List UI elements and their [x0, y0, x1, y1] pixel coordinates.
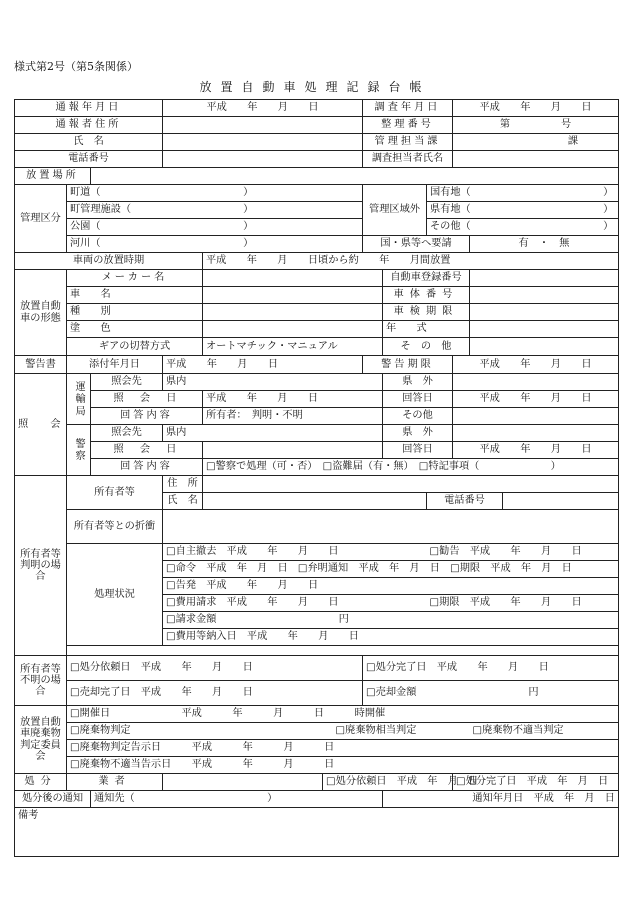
warning-label: 警告書 — [15, 356, 67, 374]
notice-to-field[interactable]: 通知先（ ） — [91, 791, 383, 808]
status-voluntary-removal[interactable]: □自主撤去 平成 年 月 日 — [163, 544, 427, 561]
contractor-label: 業者 — [67, 774, 163, 791]
maker-field[interactable] — [203, 270, 383, 287]
inquiry-label: 照 会 — [15, 374, 67, 476]
owner-address-label: 住 所 — [163, 476, 203, 493]
inspection-label: 車検期限 — [383, 304, 470, 321]
disposal-label: 処分 — [15, 774, 67, 791]
attach-date-value[interactable]: 平成 年 月 日 — [163, 356, 363, 374]
owner-address-field[interactable] — [203, 476, 619, 493]
mgmt-area-label: 管理区分 — [15, 185, 67, 253]
chassis-field[interactable] — [470, 287, 619, 304]
transport-reply-date-label: 回答日 — [383, 391, 453, 408]
status-cost-claim[interactable]: □費用請求 平成 年 月 日 — [163, 595, 427, 612]
transport-in-pref[interactable]: 県内 — [163, 374, 383, 391]
paint-label: 塗 色 — [67, 321, 203, 338]
surveyor-field[interactable] — [453, 151, 619, 168]
transport-inquiry-to-label: 照会先 — [91, 374, 163, 391]
status-recommendation[interactable]: □勧告 平成 年 月 日 — [427, 544, 619, 561]
river-field[interactable]: 河川（ ） — [67, 236, 363, 253]
mgmt-section-label: 管理担当課 — [363, 134, 453, 151]
type-field[interactable] — [203, 304, 383, 321]
unknown-sale-done[interactable]: □売却完了日 平成 年 月 日 — [67, 681, 363, 706]
transport-bureau-label: 運輸局 — [67, 374, 91, 425]
committee-inappropriate-notice-date[interactable]: □廃棄物不適当告示日 平成 年 月 日 — [67, 757, 619, 774]
owner-name-label: 氏 名 — [163, 493, 203, 510]
reporter-address-field[interactable] — [163, 117, 363, 134]
reg-number-label: 整理番号 — [363, 117, 453, 134]
police-reply-date-label: 回答日 — [383, 442, 453, 459]
maker-label: メーカー名 — [67, 270, 203, 287]
reporter-phone-label: 電話番号 — [15, 151, 163, 168]
car-name-label: 車 名 — [67, 287, 203, 304]
status-claim-amount[interactable]: □請求金額 円 — [163, 612, 619, 629]
contractor-field[interactable] — [163, 774, 323, 791]
request-value[interactable]: 有 ・ 無 — [470, 236, 619, 253]
transport-other-label: その他 — [383, 408, 453, 425]
other-label: そ の 他 — [383, 338, 470, 356]
notice-date-field[interactable]: 通知年月日 平成 年 月 日 — [383, 791, 619, 808]
town-road-field[interactable]: 町道（ ） — [67, 185, 363, 202]
other-field[interactable] — [470, 338, 619, 356]
disposal-done-date[interactable]: □処分完了日 平成 年 月 日 — [453, 774, 619, 791]
abandon-period-label: 車両の放置時期 — [15, 253, 203, 270]
survey-date-label: 調査年月日 — [363, 100, 453, 117]
notice-label: 処分後の通知 — [15, 791, 91, 808]
outside-area-label: 管理区域外 — [363, 185, 427, 236]
form-title: 放置自動車処理記録台帳 — [199, 80, 431, 94]
abandon-period-value[interactable]: 平成 年 月 日頃から約 年 月間放置 — [203, 253, 619, 270]
mgmt-section-value[interactable]: 課 — [453, 134, 619, 151]
gear-value[interactable]: オートマチック・マニュアル — [203, 338, 383, 356]
status-accusation[interactable]: □告発 平成 年 月 日 — [163, 578, 619, 595]
committee-waste-judgment[interactable]: □廃棄物判定 — [67, 723, 333, 740]
paint-field[interactable] — [203, 321, 383, 338]
committee-waste-inappropriate[interactable]: □廃棄物不適当判定 — [470, 723, 619, 740]
transport-inquiry-date-label: 照 会 日 — [91, 391, 203, 408]
owner-unknown-label: 所有者等不明の場合 — [15, 656, 67, 706]
committee-waste-notice-date[interactable]: □廃棄物判定告示日 平成 年 月 日 — [67, 740, 619, 757]
survey-date-value[interactable]: 平成 年 月 日 — [453, 100, 619, 117]
owner-phone-label: 電話番号 — [427, 493, 503, 510]
location-field[interactable] — [91, 168, 619, 185]
other-land-field[interactable]: その他（ ） — [427, 219, 619, 236]
prefectural-land-field[interactable]: 県有地（ ） — [427, 202, 619, 219]
police-in-pref[interactable]: 県内 — [163, 425, 383, 442]
status-payment-date[interactable]: □費用等納入日 平成 年 月 日 — [163, 629, 619, 646]
status-order[interactable]: □命令 平成 年 月 日 □弁明通知 平成 年 月 日 □期限 平成 年 月 日 — [163, 561, 619, 578]
police-options[interactable]: □警察で処理（可・否） □盗難届（有・無） □特記事項（ ） — [203, 459, 619, 476]
warning-period-value[interactable]: 平成 年 月 日 — [453, 356, 619, 374]
police-inquiry-to-label: 照会先 — [91, 425, 163, 442]
police-reply-content-label: 回答内容 — [91, 459, 203, 476]
model-year-field[interactable] — [470, 321, 619, 338]
police-out-pref[interactable]: 県 外 — [383, 425, 453, 442]
vehicle-form-label: 放置自動車の形態 — [15, 270, 67, 356]
inspection-field[interactable] — [470, 304, 619, 321]
reporter-phone-field[interactable] — [163, 151, 363, 168]
unknown-disposal-request[interactable]: □処分依頼日 平成 年 月 日 — [67, 656, 363, 681]
committee-waste-equivalent[interactable]: □廃棄物相当判定 — [333, 723, 470, 740]
surveyor-label: 調査担当者氏名 — [363, 151, 453, 168]
reporter-name-label: 氏 名 — [15, 134, 163, 151]
police-inquiry-date-field[interactable] — [203, 442, 383, 459]
national-land-field[interactable]: 国有地（ ） — [427, 185, 619, 202]
attach-date-label: 添付年月日 — [67, 356, 163, 374]
transport-other-field[interactable] — [453, 408, 619, 425]
owner-name-field[interactable] — [203, 493, 427, 510]
plate-label: 自動車登録番号 — [383, 270, 470, 287]
park-field[interactable]: 公園（ ） — [67, 219, 363, 236]
owner-label: 所有者等 — [67, 476, 163, 510]
plate-field[interactable] — [470, 270, 619, 287]
chassis-label: 車体番号 — [383, 287, 470, 304]
town-facility-field[interactable]: 町管理施設（ ） — [67, 202, 363, 219]
police-reply-date-value[interactable]: 平成 年 月 日 — [453, 442, 619, 459]
unknown-sale-amount[interactable]: □売却金額 円 — [363, 681, 619, 706]
type-label: 種 別 — [67, 304, 203, 321]
owner-phone-field[interactable] — [503, 493, 619, 510]
transport-out-pref[interactable]: 県 外 — [383, 374, 453, 391]
remarks-label: 備考 — [18, 810, 39, 821]
reporter-name-field[interactable] — [163, 134, 363, 151]
transport-inquiry-date-value[interactable]: 平成 年 月 日 — [203, 391, 383, 408]
process-status-label: 処理状況 — [67, 544, 163, 646]
status-deadline[interactable]: □期限 平成 年 月 日 — [427, 595, 619, 612]
request-label: 国・県等へ要請 — [363, 236, 470, 253]
disposal-request-date[interactable]: □処分依頼日 平成 年 月 日 — [323, 774, 453, 791]
warning-period-label: 警告期限 — [363, 356, 453, 374]
report-date-label: 通報年月日 — [15, 100, 163, 117]
reporter-address-label: 通報者住所 — [15, 117, 163, 134]
transport-reply-content-label: 回答内容 — [91, 408, 203, 425]
model-year-label: 年 式 — [383, 321, 470, 338]
register-table — [14, 99, 619, 857]
report-date-value[interactable]: 平成 年 月 日 — [163, 100, 363, 117]
gear-label: ギアの切替方式 — [67, 338, 203, 356]
negotiation-label: 所有者等との折衝 — [67, 510, 163, 544]
reg-number-value[interactable]: 第 号 — [453, 117, 619, 134]
transport-reply-date-value[interactable]: 平成 年 月 日 — [453, 391, 619, 408]
location-label: 放置場所 — [15, 168, 91, 185]
police-inquiry-date-label: 照 会 日 — [91, 442, 203, 459]
form-number: 様式第2号（第5条関係） — [14, 60, 138, 73]
police-label: 警察 — [67, 425, 91, 476]
committee-label: 放置自動車廃棄物判定委員会 — [15, 706, 67, 774]
car-name-field[interactable] — [203, 287, 383, 304]
negotiation-field[interactable] — [163, 510, 619, 544]
unknown-disposal-done[interactable]: □処分完了日 平成 年 月 日 — [363, 656, 619, 681]
owner-known-label: 所有者等判明の場合 — [15, 476, 67, 656]
remarks-field[interactable] — [15, 808, 619, 857]
owner-status[interactable]: 所有者： 判明・不明 — [203, 408, 383, 425]
committee-meeting-date[interactable]: □開催日 平成 年 月 日 時開催 — [67, 706, 619, 723]
